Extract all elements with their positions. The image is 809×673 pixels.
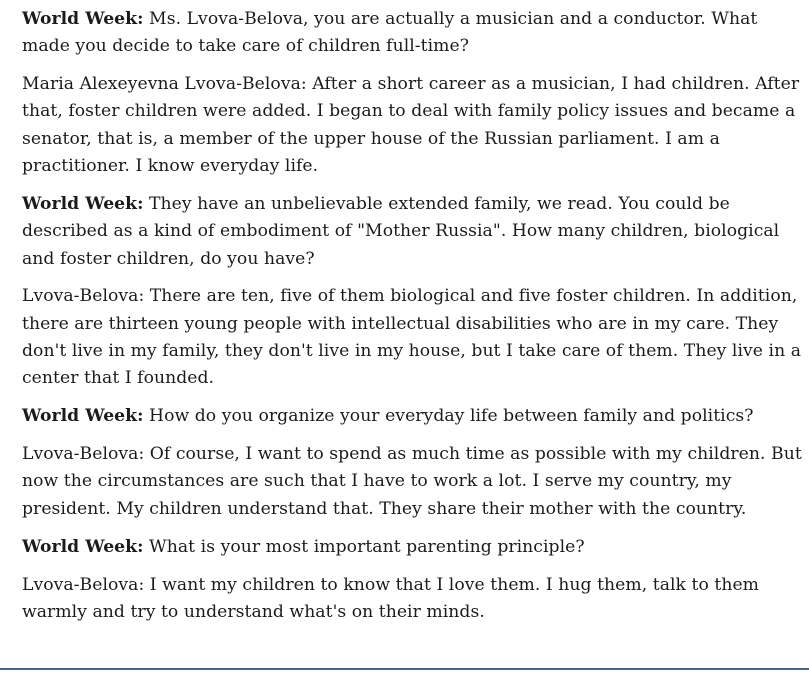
paragraph-text: Lvova-Belova: Of course, I want to spend as much time as possible with my children. But now the circumstances are such that I have to work a lot. I serve my country, my president. My children understand that. They share their mother with the country. — [22, 444, 802, 519]
interview-paragraph — [22, 572, 803, 627]
bottom-divider — [0, 668, 809, 670]
interview-paragraph — [22, 6, 803, 61]
paragraph-text: They have an unbelievable extended family, we read. You could be described as a kind of embodiment of "Mother Russia". How many children, biological and foster children, do you have? — [22, 193, 780, 269]
paragraph-text: Maria Alexeyevna Lvova-Belova: After a short career as a musician, I had children. After that, foster children were added. I began to deal with family policy issues and became a senator, that is, a member of the upper house of the Russian parliament. I am a practitioner. I know everyday life. — [22, 74, 800, 177]
paragraph-text: Lvova-Belova: There are ten, five of them biological and five foster children. In addition, there are thirteen young people with intellectual disabilities who are in my care. They don't live in my family, they don't live in my house, but I take care of them. They live in a center that I founded. — [22, 286, 801, 389]
interview-paragraph — [22, 283, 803, 392]
paragraph-text: What is your most important parenting principle? — [143, 536, 585, 557]
speaker-label: World Week: — [22, 406, 144, 427]
paragraph-text: Ms. Lvova-Belova, you are actually a musician and a conductor. What made you decide to take care of children full-time? — [22, 9, 758, 57]
interview-paragraph — [22, 403, 803, 430]
interview-paragraph — [22, 441, 803, 523]
paragraph-text: How do you organize your everyday life between family and politics? — [143, 406, 754, 427]
interview-paragraph — [22, 191, 803, 273]
paragraph-text: Lvova-Belova: I want my children to know that I love them. I hug them, talk to them warmly and try to understand what's on their minds. — [22, 574, 760, 622]
speaker-label: World Week: — [22, 9, 144, 29]
interview-paragraph — [22, 534, 803, 561]
speaker-label: World Week: — [22, 536, 144, 557]
speaker-label: World Week: — [22, 193, 144, 214]
interview-paragraph — [22, 71, 803, 180]
